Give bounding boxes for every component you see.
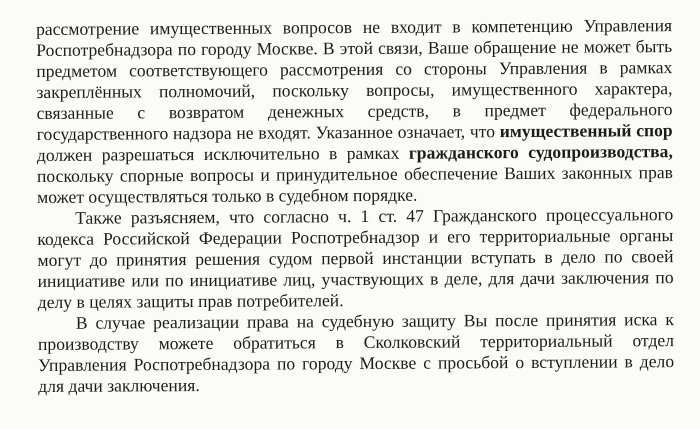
letter-body	[36, 15, 674, 397]
text-segment: должен разрешаться исключительно в рамках	[36, 142, 409, 165]
text-segment: Также разъясняем, что согласно ч. 1 ст. 47 Гражданского процессуального кодекса Российской Федерации Роспотребнадзор и его территориальные органы могут до принятия решения судом первой инстанции вступать в дело по своей инициативе или по инициативе лиц, участвующих в деле, для дачи заключения по делу в целях защиты прав потребителей.	[37, 204, 674, 312]
bold-phrase-property-dispute: имущественный спор	[499, 120, 673, 142]
paragraph-jurisdiction	[36, 15, 673, 208]
text-segment: В случае реализации права на судебную защиту Вы после принятия иска к производству можете обратиться в Сколковский территориальный отдел Управления Роспотребнадзора по городу Москве с просьбой о вступлении в дело для дачи заключения.	[37, 309, 675, 396]
bold-phrase-civil-proceedings: гражданского судопроизводства,	[408, 141, 673, 163]
text-segment: поскольку спорные вопросы и принудительное обеспечение Ваших законных прав может осуществляться только в судебном порядке.	[36, 162, 674, 207]
paragraph-clarification	[37, 204, 674, 313]
text-segment: рассмотрение имущественных вопросов не входит в компетенцию Управления Роспотребнадзора по городу Москве. В этой связи, Ваше обращение не может быть предметом соответствующего рассмотрения со стороны Управления в рамках закреплённых полномочий, поскольку вопросы, имущественного характера, связанные с возвратом денежных средств, в предмет федерального государственного надзора не входят. Указанное означает, что	[36, 15, 673, 144]
paragraph-court-protection	[38, 309, 675, 397]
